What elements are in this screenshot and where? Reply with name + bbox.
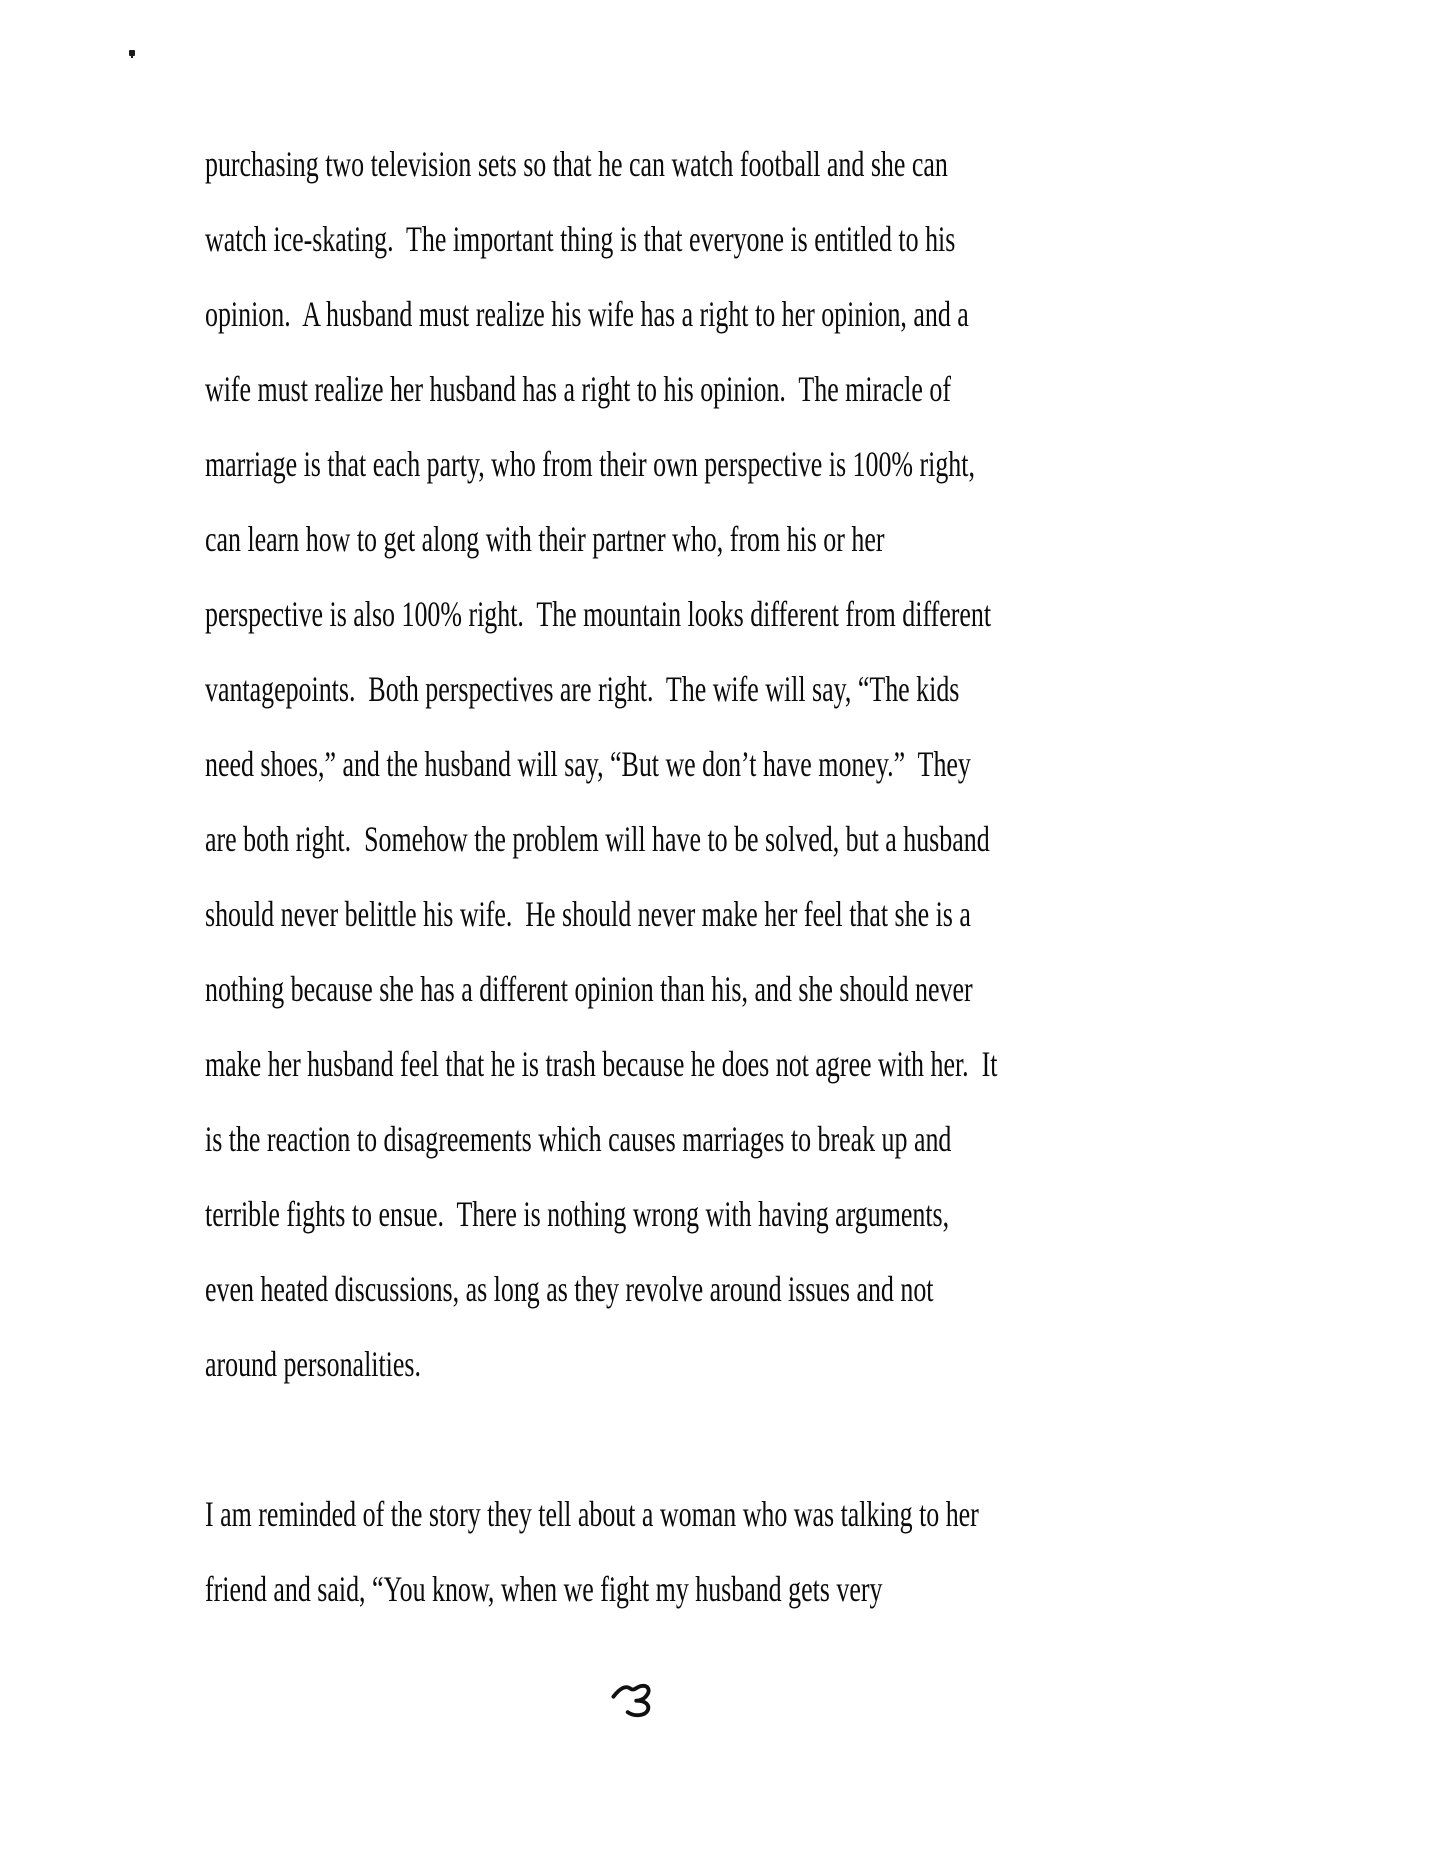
text-line: need shoes,” and the husband will say, “But we don’t have money.” They [205, 744, 971, 784]
text-line: purchasing two television sets so that he can watch football and she can [205, 144, 948, 184]
text-line: nothing because she has a different opinion than his, and she should never [205, 969, 973, 1009]
page-number [610, 1680, 658, 1718]
text-line: wife must realize her husband has a right to his opinion. The miracle of [205, 369, 951, 409]
text-line: is the reaction to disagreements which causes marriages to break up and [205, 1119, 952, 1159]
handwritten-3-glyph [610, 1680, 658, 1718]
text-line: vantagepoints. Both perspectives are right. The wife will say, “The kids [205, 669, 960, 709]
text-line: around personalities. [205, 1344, 421, 1384]
body-paragraph-2 [205, 1477, 1305, 1627]
text-line: are both right. Somehow the problem will have to be solved, but a husband [205, 819, 990, 859]
text-line: I am reminded of the story they tell about a woman who was talking to her [205, 1494, 979, 1534]
text-line: make her husband feel that he is trash because he does not agree with her. It [205, 1044, 998, 1084]
text-line: terrible fights to ensue. There is nothing wrong with having arguments, [205, 1194, 950, 1234]
ink-speck-artifact [129, 50, 135, 56]
text-line: perspective is also 100% right. The mountain looks different from different [205, 594, 992, 634]
text-line: friend and said, “You know, when we fight my husband gets very [205, 1569, 883, 1609]
text-line: should never belittle his wife. He should never make her feel that she is a [205, 894, 971, 934]
text-line: marriage is that each party, who from their own perspective is 100% right, [205, 444, 975, 484]
text-line: even heated discussions, as long as they revolve around issues and not [205, 1269, 934, 1309]
text-line: watch ice-skating. The important thing is that everyone is entitled to his [205, 219, 956, 259]
text-line: can learn how to get along with their partner who, from his or her [205, 519, 885, 559]
text-line: opinion. A husband must realize his wife has a right to her opinion, and a [205, 294, 969, 334]
body-paragraph-1 [205, 127, 1305, 1402]
